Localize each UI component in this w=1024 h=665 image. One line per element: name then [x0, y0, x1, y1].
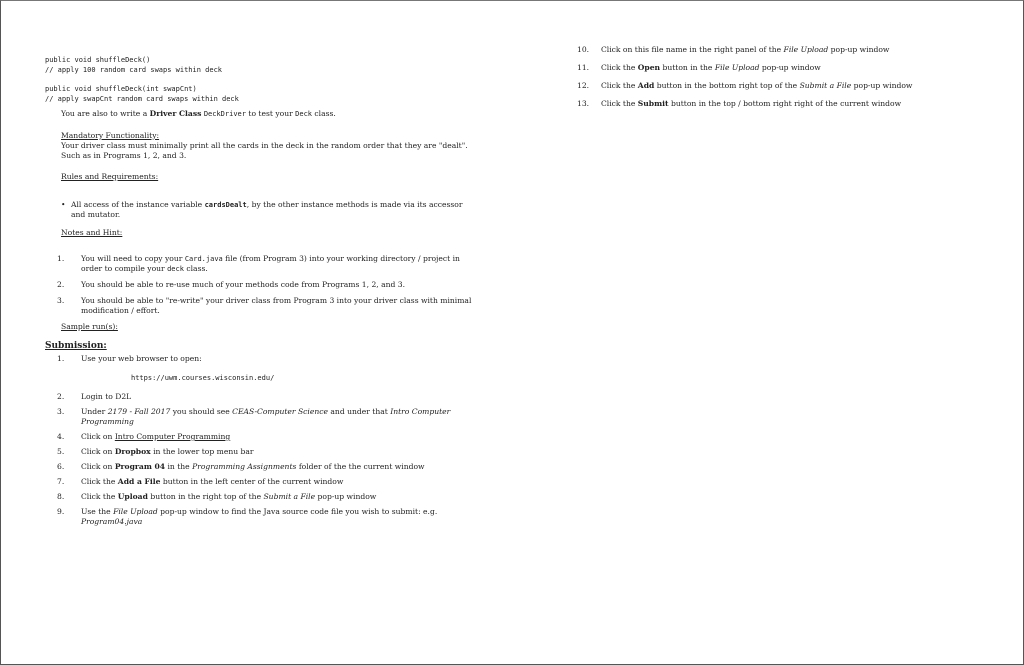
text: folder of the the current window	[296, 462, 425, 471]
text: button in the	[660, 63, 715, 72]
notes-item	[57, 254, 475, 274]
text: button in the top / bottom right right of the current window	[668, 99, 902, 108]
text: class.	[183, 264, 208, 273]
text: You will need to copy your	[81, 254, 185, 263]
bold-text: Dropbox	[114, 447, 151, 456]
mandatory-text: Your driver class must minimally print all the cards in the deck in the random order that they are "dealt". Such as in Programs 1, 2, and 3.	[61, 141, 468, 160]
text: Click the	[601, 81, 638, 90]
item-number: 5.	[57, 447, 65, 456]
text: button in the left center of the current window	[160, 477, 344, 486]
code-signature-1: public void shuffleDeck()	[45, 56, 151, 64]
text: and under that	[327, 407, 391, 416]
text: file (from Program 3) into your working directory / project in order to compile your	[81, 254, 460, 273]
item-number: 7.	[57, 477, 65, 486]
code-text: cardsDealt	[204, 201, 247, 209]
notes-item	[57, 296, 475, 316]
bold-text: Upload	[117, 492, 148, 501]
text: Login to D2L	[81, 392, 132, 401]
submission-step	[57, 492, 475, 502]
item-number: 12.	[577, 81, 590, 90]
italic-text: Programming Assignments	[192, 462, 297, 471]
italic-text: Program04.java	[81, 517, 143, 526]
driver-intro	[61, 109, 475, 119]
mandatory-heading: Mandatory Functionality:	[61, 131, 160, 140]
submission-heading: Submission:	[45, 341, 107, 351]
text: pop-up window	[759, 63, 821, 72]
bold-text: Submit	[637, 99, 669, 108]
bold-text: Add a File	[117, 477, 161, 486]
course-url[interactable]: https://uwm.courses.wisconsin.edu/	[131, 374, 275, 382]
text: you should see	[170, 407, 233, 416]
left-column	[45, 55, 475, 527]
item-number: 3.	[57, 407, 65, 416]
text: in the lower top menu bar	[150, 447, 254, 456]
text: button in the right top of the	[147, 492, 264, 501]
text: Use the	[81, 507, 114, 516]
course-link[interactable]: Intro Computer Programming	[114, 432, 231, 441]
submission-step	[57, 477, 475, 487]
item-number: 2.	[57, 280, 65, 289]
code-text: Deck	[295, 110, 312, 118]
bullet-icon: •	[61, 200, 66, 209]
item-number: 3.	[57, 296, 65, 305]
text: to test your	[245, 109, 296, 118]
item-number: 10.	[577, 45, 590, 54]
italic-text: CEAS-Computer Science	[232, 407, 328, 416]
text: Click the	[601, 99, 638, 108]
text: Click on	[81, 447, 115, 456]
text: button in the bottom right top of the	[654, 81, 800, 90]
item-number: 9.	[57, 507, 65, 516]
code-text: deck	[167, 265, 184, 273]
sample-heading: Sample run(s):	[61, 322, 118, 331]
right-column	[565, 45, 995, 109]
text: Click on this file name in the right panel of the	[601, 45, 784, 54]
code-text: Card.java	[184, 255, 223, 263]
text: pop-up window to find the Java source code file you wish to submit: e.g.	[157, 507, 438, 516]
text: , by the other instance methods is made via its accessor and mutator.	[71, 200, 463, 219]
text: pop-up window	[315, 492, 377, 501]
text: All access of the instance variable	[71, 200, 205, 209]
italic-text: Submit a File	[263, 492, 316, 501]
submission-step	[57, 392, 475, 402]
item-number: 2.	[57, 392, 65, 401]
italic-text: Submit a File	[799, 81, 852, 90]
submission-step	[57, 447, 475, 457]
submission-step	[577, 99, 995, 109]
item-number: 1.	[57, 354, 65, 363]
text: class.	[312, 109, 336, 118]
text: Click on	[81, 432, 115, 441]
text: in the	[165, 462, 193, 471]
code-comment-2: // apply swapCnt random card swaps within deck	[45, 95, 239, 103]
code-comment-1: // apply 100 random card swaps within deck	[45, 66, 223, 74]
submission-step	[57, 462, 475, 472]
text: Click the	[81, 477, 118, 486]
item-number: 11.	[577, 63, 590, 72]
submission-step	[577, 45, 995, 55]
text: pop-up window	[828, 45, 890, 54]
text: Use your web browser to open:	[81, 354, 202, 363]
italic-text: File Upload	[783, 45, 829, 54]
item-number: 8.	[57, 492, 65, 501]
bold-text: Add	[637, 81, 655, 90]
submission-step	[57, 354, 475, 364]
item-number: 6.	[57, 462, 65, 471]
text: You should be able to re-use much of your methods code from Programs 1, 2, and 3.	[81, 280, 406, 289]
italic-text: File Upload	[714, 63, 760, 72]
notes-item	[57, 280, 475, 290]
submission-step	[57, 507, 475, 527]
bold-text: Driver Class	[149, 109, 202, 118]
item-number: 13.	[577, 99, 590, 108]
italic-text: File Upload	[113, 507, 158, 516]
text: Under	[81, 407, 108, 416]
text: Click the	[601, 63, 638, 72]
submission-step	[577, 81, 995, 91]
notes-heading: Notes and Hint:	[61, 228, 123, 237]
text: You should be able to "re-write" your driver class from Program 3 into your driver class with minimal modification / effort.	[81, 296, 472, 315]
code-signature-2: public void shuffleDeck(int swapCnt)	[45, 85, 197, 93]
italic-text: 2179 - Fall 2017	[107, 407, 171, 416]
rules-bullet	[61, 200, 475, 220]
bold-text: Program 04	[114, 462, 166, 471]
italic-text: Intro Computer Programming	[81, 407, 451, 426]
bold-text: Open	[637, 63, 661, 72]
text: Click the	[81, 492, 118, 501]
item-number: 1.	[57, 254, 65, 263]
text: You are also to write a	[61, 109, 150, 118]
rules-heading: Rules and Requirements:	[61, 172, 159, 181]
submission-step	[57, 407, 475, 427]
text: Click on	[81, 462, 115, 471]
text: pop-up window	[851, 81, 913, 90]
item-number: 4.	[57, 432, 65, 441]
code-text: DeckDriver	[203, 110, 246, 118]
submission-step	[577, 63, 995, 73]
submission-step	[57, 432, 475, 442]
